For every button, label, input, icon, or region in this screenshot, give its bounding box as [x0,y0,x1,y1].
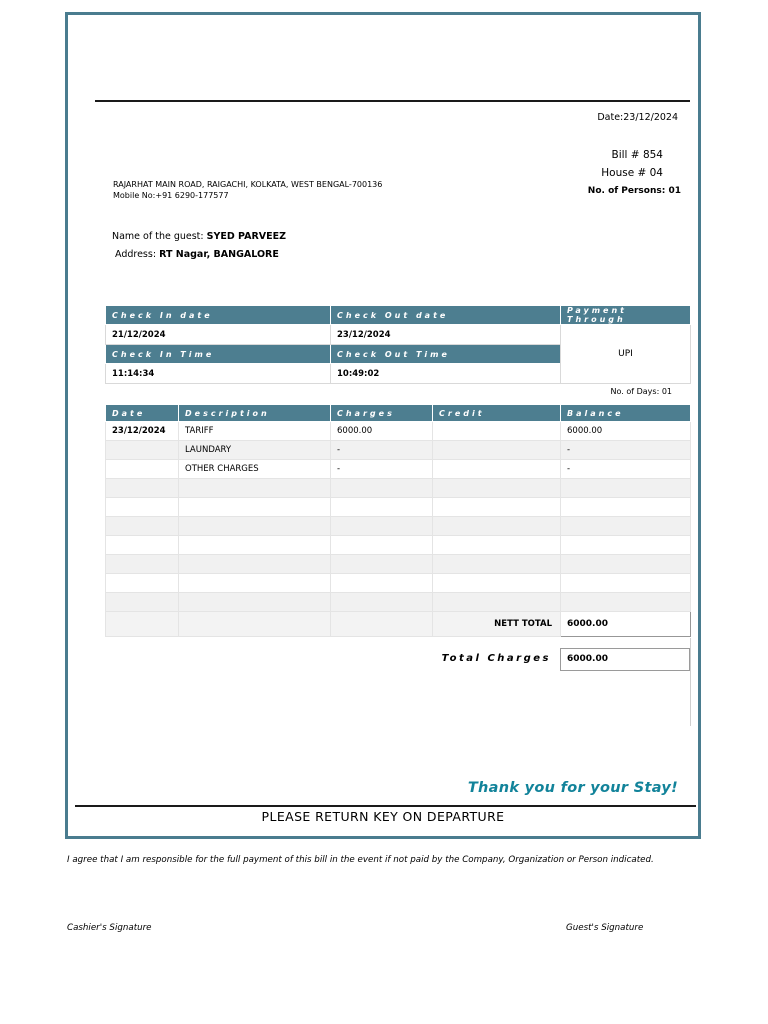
cell-balance: 6000.00 [561,422,691,441]
cell-description: OTHER CHARGES [179,460,331,479]
hotel-address-line: RAJARHAT MAIN ROAD, RAIGACHI, KOLKATA, WEST BENGAL-700136 [113,180,383,189]
cell-empty [179,612,331,637]
cell-description: LAUNDARY [179,441,331,460]
cell-date [106,517,179,536]
nett-total-value: 6000.00 [561,612,691,637]
guest-address-row [115,249,279,260]
charges-row [106,517,691,536]
charges-row [106,498,691,517]
cell-balance: - [561,441,691,460]
col-header-date: Date [106,405,179,422]
cell-date: 23/12/2024 [106,422,179,441]
cell-credit [433,422,561,441]
guest-address-value: RT Nagar, BANGALORE [159,249,279,260]
hotel-address-block [113,180,382,201]
cell-balance [561,555,691,574]
cell-balance [561,517,691,536]
payment-through-header: Payment Through [561,306,691,325]
check-out-time-header: Check Out Time [331,345,561,364]
cell-charges [331,536,433,555]
cell-description: TARIFF [179,422,331,441]
guest-address-label: Address: [115,249,157,260]
cell-credit [433,536,561,555]
nett-total-label: NETT TOTAL [433,612,561,637]
cell-date [106,498,179,517]
charges-row [106,555,691,574]
cell-date [106,593,179,612]
guest-name-row [112,231,286,242]
cell-charges [331,574,433,593]
cell-description [179,479,331,498]
charges-row [106,422,691,441]
cell-description [179,593,331,612]
cell-charges [331,498,433,517]
guest-signature-label: Guest's Signature [566,923,644,933]
total-charges-value: 6000.00 [560,648,690,671]
nett-total-row [106,612,691,637]
cell-balance [561,536,691,555]
agreement-text: I agree that I am responsible for the full payment of this bill in the event if not paid by the Company, Organization or Person indicated. [67,855,654,865]
check-in-date-value: 21/12/2024 [106,325,331,345]
charges-row [106,441,691,460]
check-out-date-header: Check Out date [331,306,561,325]
cell-description [179,555,331,574]
cell-credit [433,574,561,593]
cashier-signature-label: Cashier's Signature [67,923,152,933]
cell-credit [433,460,561,479]
cell-balance [561,574,691,593]
col-header-description: Description [179,405,331,422]
cell-charges: - [331,441,433,460]
cell-date [106,441,179,460]
cell-date [106,460,179,479]
days-count: No. of Days: 01 [610,387,672,396]
cell-description [179,574,331,593]
cell-charges [331,593,433,612]
check-in-time-header: Check In Time [106,345,331,364]
top-rule [95,100,690,102]
bill-date: Date:23/12/2024 [597,112,678,123]
cell-balance [561,593,691,612]
guest-name-value: SYED PARVEEZ [206,231,287,242]
cell-credit [433,517,561,536]
charges-header-row [106,405,691,422]
cell-balance: - [561,460,691,479]
house-number: House # 04 [601,167,663,179]
payment-method-value: UPI [561,325,691,384]
guest-name-label: Name of the guest: [112,231,204,242]
cell-description [179,498,331,517]
check-out-time-value: 10:49:02 [331,364,561,384]
thank-you-message: Thank you for your Stay! [467,780,678,796]
cell-charges [331,479,433,498]
cell-credit [433,593,561,612]
charges-row [106,460,691,479]
cell-charges [331,555,433,574]
return-key-notice: PLEASE RETURN KEY ON DEPARTURE [261,809,505,824]
cell-charges: 6000.00 [331,422,433,441]
bill-number: Bill # 854 [611,149,663,161]
check-out-date-value: 23/12/2024 [331,325,561,345]
cell-credit [433,479,561,498]
charges-row [106,536,691,555]
cell-empty [331,612,433,637]
cell-date [106,555,179,574]
col-header-charges: Charges [331,405,433,422]
bill-meta [601,146,663,182]
total-charges-label: Total Charges [441,653,551,664]
cell-description [179,517,331,536]
cell-date [106,536,179,555]
charges-row [106,479,691,498]
cell-balance [561,498,691,517]
col-header-credit: Credit [433,405,561,422]
cell-empty [106,612,179,637]
cell-charges [331,517,433,536]
hotel-mobile: Mobile No:+91 6290-177577 [113,190,229,200]
persons-count: No. of Persons: 01 [587,186,681,196]
col-header-balance: Balance [561,405,691,422]
charges-table [105,404,691,637]
cell-description [179,536,331,555]
check-in-time-value: 11:14:34 [106,364,331,384]
charges-row [106,574,691,593]
bottom-rule [75,805,696,807]
cell-balance [561,479,691,498]
cell-charges: - [331,460,433,479]
cell-date [106,479,179,498]
cell-date [106,574,179,593]
charges-row [106,593,691,612]
stay-table [105,305,691,384]
cell-credit [433,441,561,460]
check-in-date-header: Check In date [106,306,331,325]
balance-column-rule [690,638,691,726]
cell-credit [433,498,561,517]
bill-page [65,12,701,839]
cell-credit [433,555,561,574]
